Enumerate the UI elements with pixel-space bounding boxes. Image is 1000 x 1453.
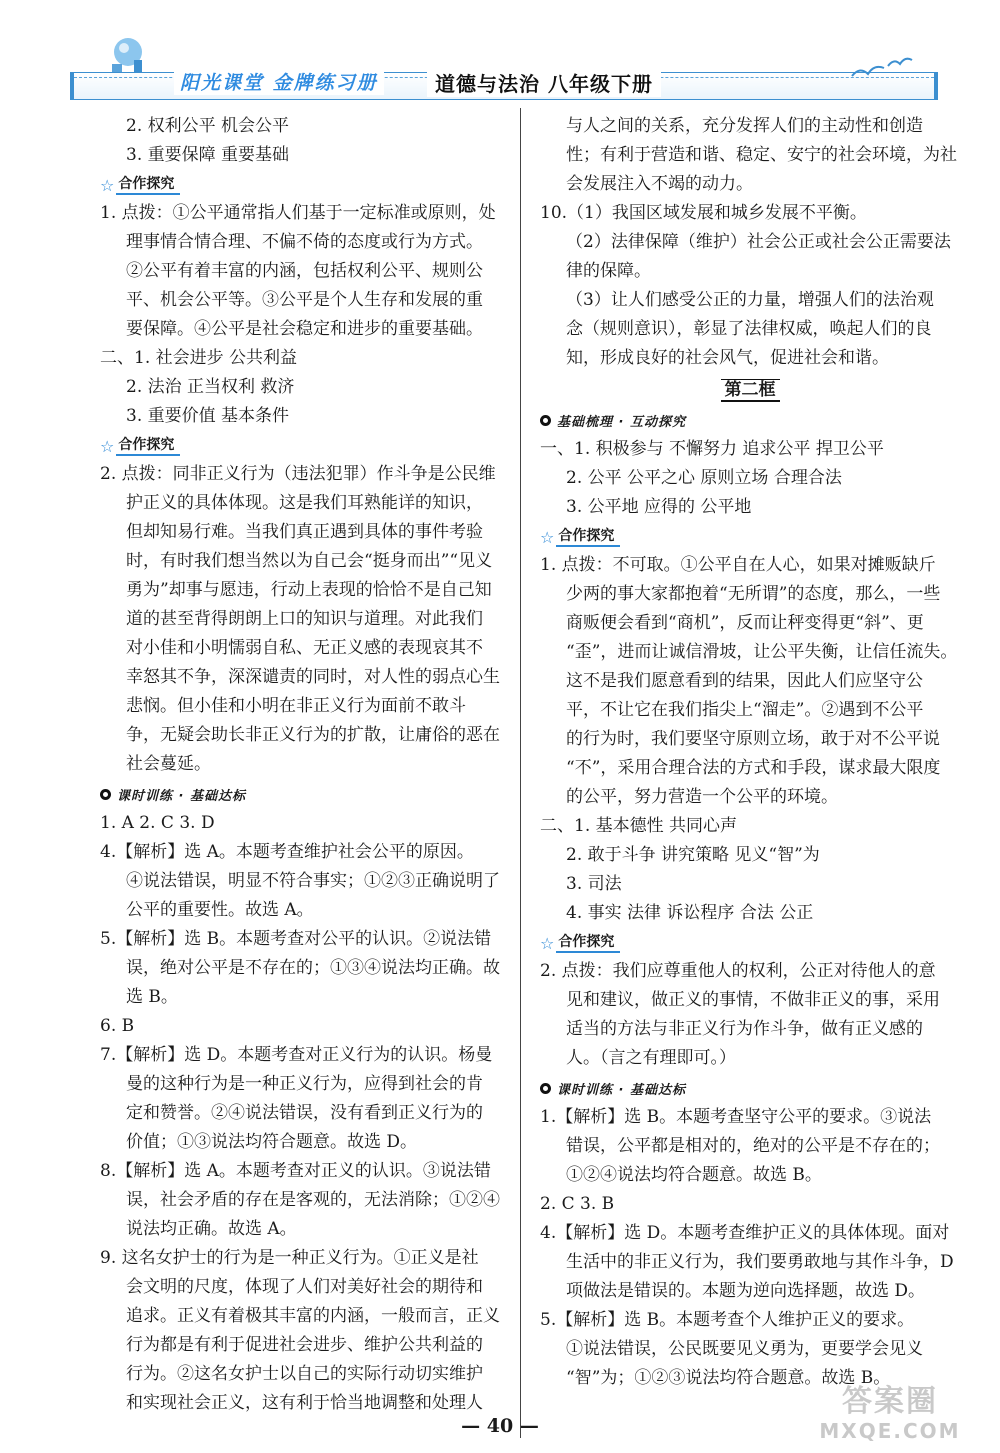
text-line: 对小佳和小明懦弱自私、无正义感的表现哀其不 bbox=[126, 638, 483, 658]
text-line: 律的保障。 bbox=[566, 261, 651, 281]
text-line: 3. 司法 bbox=[566, 874, 622, 894]
text-line: 7.【解析】选 D。本题考查对正义行为的认识。杨曼 bbox=[100, 1045, 493, 1065]
section-tag-label: 合作探究 bbox=[116, 436, 180, 456]
section-tag-label: 基础梳理 · 互动探究 bbox=[557, 414, 686, 430]
text-line: 道的甚至背得朗朗上口的知识与道理。对此我们 bbox=[126, 609, 483, 629]
text-line: 行为。②这名女护士以自己的实际行动切实维护 bbox=[126, 1364, 483, 1384]
text-line: 2. 点拨：我们应尊重他人的权利，公正对待他人的意 bbox=[540, 961, 936, 981]
text-line: 1. A 2. C 3. D bbox=[100, 813, 215, 833]
section-tag-label: 课时训练 · 基础达标 bbox=[557, 1082, 686, 1098]
text-line: 少两的事大家都抱着“无所谓”的态度，那么，一些 bbox=[566, 584, 941, 604]
text-line: 生活中的非正义行为，我们要勇敢地与其作斗争，D bbox=[566, 1252, 954, 1272]
star-icon: ☆ bbox=[540, 933, 555, 953]
bullet-disc-icon bbox=[540, 1083, 551, 1094]
text-line: 选 B。 bbox=[126, 987, 178, 1007]
text-line: 的行为时，我们要坚守原则立场，敢于对不公平说 bbox=[566, 729, 940, 749]
star-icon: ☆ bbox=[540, 527, 555, 547]
text-line: 护正义的具体体现。这是我们耳熟能详的知识， bbox=[126, 493, 483, 513]
text-line: 错误，公平都是相对的，绝对的公平是不存在的； bbox=[566, 1136, 940, 1156]
left-column bbox=[100, 112, 500, 1418]
text-line: 与人之间的关系，充分发挥人们的主动性和创造 bbox=[566, 116, 923, 136]
text-line: 要保障。④公平是社会稳定和进步的重要基础。 bbox=[126, 319, 483, 339]
star-icon: ☆ bbox=[100, 175, 115, 195]
text-line: 性；有利于营造和谐、稳定、安宁的社会环境，为社 bbox=[566, 145, 957, 165]
text-line: 悲悯。但小佳和小明在非正义行为面前不敢斗 bbox=[126, 696, 466, 716]
text-line: 4. 事实 法律 诉讼程序 合法 公正 bbox=[566, 903, 814, 923]
text-line: 2. 权利公平 机会公平 bbox=[126, 116, 290, 136]
text-line: 幸怒其不争，深深谴责的同时，对人性的弱点心生 bbox=[126, 667, 500, 687]
text-line: “智”为；①②③说法均符合题意。故选 B。 bbox=[566, 1368, 891, 1388]
text-line: 会发展注入不竭的动力。 bbox=[566, 174, 753, 194]
text-line: 但却知易行难。当我们真正遇到具体的事件考验 bbox=[126, 522, 483, 542]
book-title: 道德与法治 八年级下册 bbox=[427, 68, 661, 97]
text-line: ①说法错误，公民既要见义勇为，更要学会见义 bbox=[566, 1339, 923, 1359]
frame-heading-text: 第二框 bbox=[721, 379, 780, 402]
section-tag-cooperative-inquiry bbox=[540, 525, 960, 549]
text-line: 和实现社会正义，这有利于恰当地调整和处理人 bbox=[126, 1393, 483, 1413]
bullet-disc-icon bbox=[100, 789, 111, 800]
text-line: ①②④说法均符合题意。故选 B。 bbox=[566, 1165, 822, 1185]
section-tag-label: 课时训练 · 基础达标 bbox=[117, 788, 246, 804]
text-line: 3. 重要价值 基本条件 bbox=[126, 406, 290, 426]
section-tag-training bbox=[540, 407, 960, 433]
text-line: 一、1. 积极参与 不懈努力 追求公平 捍卫公平 bbox=[540, 439, 884, 459]
page-number: — 40 — bbox=[461, 1415, 539, 1437]
text-line: 社会蔓延。 bbox=[126, 754, 211, 774]
text-line: （3）让人们感受公正的力量，增强人们的法治观 bbox=[566, 290, 934, 310]
text-line: 时，有时我们想当然以为自己会“挺身而出”“见义 bbox=[126, 551, 493, 571]
text-line: 误，社会矛盾的存在是客观的，无法消除；①②④ bbox=[126, 1190, 500, 1210]
bullet-disc-icon bbox=[540, 415, 551, 426]
text-line: 平，不让它在我们指尖上“溜走”。②遇到不公平 bbox=[566, 700, 924, 720]
text-line: 2. 敢于斗争 讲究策略 见义“智”为 bbox=[566, 845, 820, 865]
text-line: 商贩便会看到“商机”，反而让秤变得更“斜”、更 bbox=[566, 613, 924, 633]
text-line: 2. C 3. B bbox=[540, 1194, 615, 1214]
text-line: 二、1. 社会进步 公共利益 bbox=[100, 348, 298, 368]
text-line: 9. 这名女护士的行为是一种正义行为。①正义是社 bbox=[100, 1248, 479, 1268]
text-line: 公平的重要性。故选 A。 bbox=[126, 900, 314, 920]
birds-icon bbox=[848, 52, 918, 86]
text-line: 2. 点拨：同非正义行为（违法犯罪）作斗争是公民维 bbox=[100, 464, 496, 484]
text-line: 追求。正义有着极其丰富的内涵，一般而言，正义 bbox=[126, 1306, 500, 1326]
section-tag-training bbox=[100, 781, 500, 807]
text-line: （2）法律保障（维护）社会公正或社会公正需要法 bbox=[566, 232, 951, 252]
text-line: 5.【解析】选 B。本题考查个人维护正义的要求。 bbox=[540, 1310, 915, 1330]
text-line: 2. 公平 公平之心 原则立场 合理合法 bbox=[566, 468, 842, 488]
text-line: 念（规则意识），彰显了法律权威，唤起人们的良 bbox=[566, 319, 932, 339]
section-tag-cooperative-inquiry bbox=[100, 434, 500, 458]
text-line: 1. 点拨：不可取。①公平自在人心，如果对摊贩缺斤 bbox=[540, 555, 936, 575]
text-line: 1. 点拨：①公平通常指人们基于一定标准或原则，处 bbox=[100, 203, 496, 223]
text-line: 这不是我们愿意看到的结果，因此人们应坚守公 bbox=[566, 671, 923, 691]
frame-heading bbox=[540, 377, 960, 403]
text-line: ④说法错误，明显不符合事实；①②③正确说明了 bbox=[126, 871, 500, 891]
text-line: 行为都是有利于促进社会进步、维护公共利益的 bbox=[126, 1335, 483, 1355]
text-line: 6. B bbox=[100, 1016, 135, 1036]
text-line: 争，无疑会助长非正义行为的扩散，让庸俗的恶在 bbox=[126, 725, 500, 745]
text-line: 曼的这种行为是一种正义行为，应得到社会的肯 bbox=[126, 1074, 483, 1094]
right-column bbox=[540, 112, 960, 1393]
section-tag-cooperative-inquiry bbox=[540, 931, 960, 955]
text-line: 4.【解析】选 A。本题考查维护社会公平的原因。 bbox=[100, 842, 474, 862]
text-line: 4.【解析】选 D。本题考查维护正义的具体体现。面对 bbox=[540, 1223, 950, 1243]
brand-name: 阳光课堂 金牌练习册 bbox=[174, 68, 384, 95]
text-line: 5.【解析】选 B。本题考查对公平的认识。②说法错 bbox=[100, 929, 492, 949]
section-tag-training bbox=[540, 1075, 960, 1101]
section-tag-label: 合作探究 bbox=[116, 175, 180, 195]
text-line: 说法均正确。故选 A。 bbox=[126, 1219, 297, 1239]
text-line: 勇为”却事与愿违，行动上表现的恰恰不是自己知 bbox=[126, 580, 492, 600]
page-header bbox=[0, 0, 1000, 105]
text-line: 2. 法治 正当权利 救济 bbox=[126, 377, 295, 397]
text-line: 适当的方法与非正义行为作斗争，做有正义感的 bbox=[566, 1019, 923, 1039]
text-line: 3. 公平地 应得的 公平地 bbox=[566, 497, 752, 517]
text-line: 定和赞誉。②④说法错误，没有看到正义行为的 bbox=[126, 1103, 483, 1123]
text-line: 平、机会公平等。③公平是个人生存和发展的重 bbox=[126, 290, 483, 310]
text-line: 3. 重要保障 重要基础 bbox=[126, 145, 290, 165]
star-icon: ☆ bbox=[100, 436, 115, 456]
text-line: 二、1. 基本德性 共同心声 bbox=[540, 816, 738, 836]
text-line: ②公平有着丰富的内涵，包括权利公平、规则公 bbox=[126, 261, 483, 281]
text-line: 的公平，努力营造一个公平的环境。 bbox=[566, 787, 838, 807]
text-line: 见和建议，做正义的事情，不做非正义的事，采用 bbox=[566, 990, 940, 1010]
watermark-logo bbox=[790, 1385, 990, 1453]
text-line: 知，形成良好的社会风气，促进社会和谐。 bbox=[566, 348, 889, 368]
text-line: 8.【解析】选 A。本题考查对正义的认识。③说法错 bbox=[100, 1161, 491, 1181]
watermark-text: 答案圈 bbox=[842, 1384, 938, 1419]
text-line: 1.【解析】选 B。本题考查坚守公平的要求。③说法 bbox=[540, 1107, 932, 1127]
text-line: 理事情合情合理、不偏不倚的态度或行为方式。 bbox=[126, 232, 483, 252]
watermark-url: MXQE.COM bbox=[819, 1419, 961, 1443]
section-tag-cooperative-inquiry bbox=[100, 173, 500, 197]
text-line: 项做法是错误的。本题为逆向选择题，故选 D。 bbox=[566, 1281, 926, 1301]
column-divider bbox=[520, 108, 521, 1438]
text-line: 10.（1）我国区域发展和城乡发展不平衡。 bbox=[540, 203, 867, 223]
text-line: “歪”，进而让诚信滑坡，让公平失衡，让信任流失。 bbox=[566, 642, 958, 662]
text-line: 价值；①③说法均符合题意。故选 D。 bbox=[126, 1132, 418, 1152]
section-tag-label: 合作探究 bbox=[556, 933, 620, 953]
text-line: “不”，采用合理合法的方式和手段，谋求最大限度 bbox=[566, 758, 941, 778]
text-line: 人。（言之有理即可。） bbox=[566, 1048, 736, 1068]
text-line: 会文明的尺度，体现了人们对美好社会的期待和 bbox=[126, 1277, 483, 1297]
text-line: 误，绝对公平是不存在的；①③④说法均正确。故 bbox=[126, 958, 500, 978]
section-tag-label: 合作探究 bbox=[556, 527, 620, 547]
